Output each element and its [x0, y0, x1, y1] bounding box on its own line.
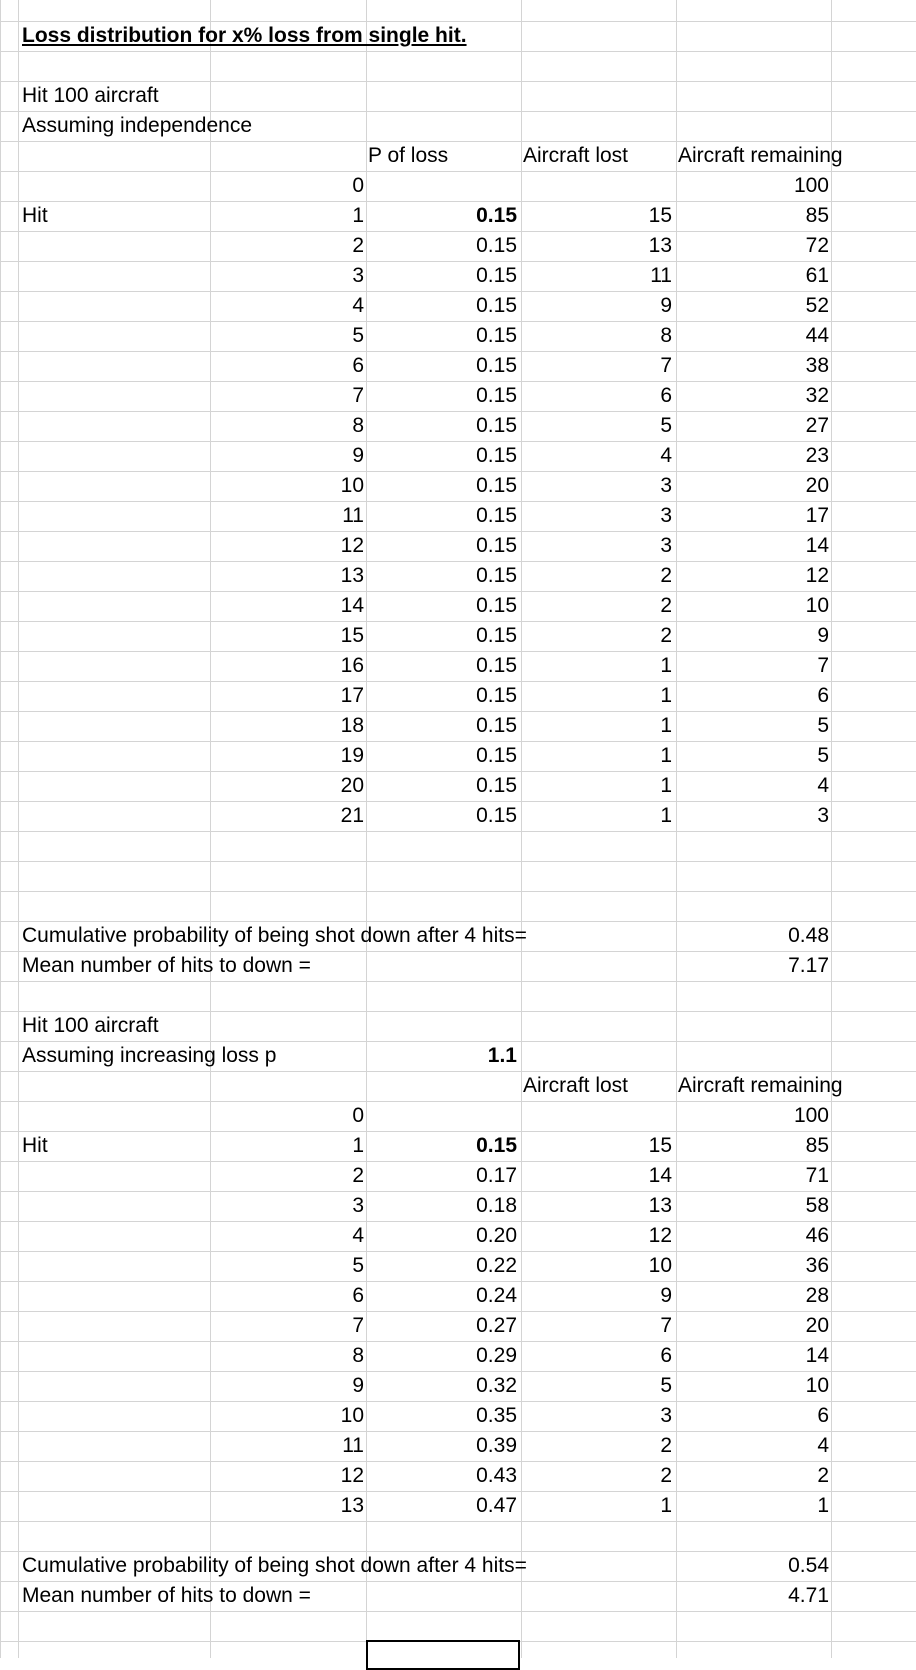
section1-hit-number[interactable]: 8 [352, 414, 364, 437]
s2-cumulative-label[interactable]: Cumulative probability of being shot down after 4 hits= [22, 1554, 527, 1577]
section1-aircraft-remaining[interactable]: 14 [805, 534, 829, 557]
section1-aircraft-lost[interactable]: 2 [660, 594, 672, 617]
section2-p-of-loss[interactable]: 0.15 [476, 1134, 517, 1157]
section1-hit-number[interactable]: 10 [340, 474, 364, 497]
section1-p-of-loss[interactable]: 0.15 [476, 714, 517, 737]
s2-mean-value[interactable]: 4.71 [788, 1584, 829, 1607]
section1-aircraft-lost[interactable]: 8 [660, 324, 672, 347]
section2-aircraft-lost[interactable]: 5 [660, 1374, 672, 1397]
section1-p-of-loss[interactable]: 0.15 [476, 774, 517, 797]
section2-aircraft-lost[interactable]: 2 [660, 1434, 672, 1457]
section1-hit-number[interactable]: 1 [352, 204, 364, 227]
section2-aircraft-lost[interactable]: 10 [648, 1254, 672, 1277]
s1-line1[interactable]: Hit 100 aircraft [22, 84, 159, 107]
s1-row0-n[interactable]: 0 [352, 174, 364, 197]
section1-hit-number[interactable]: 11 [342, 504, 364, 527]
section1-p-of-loss[interactable]: 0.15 [476, 624, 517, 647]
section2-aircraft-remaining[interactable]: 2 [817, 1464, 829, 1487]
s2-row0-n[interactable]: 0 [352, 1104, 364, 1127]
section1-hit-number[interactable]: 12 [340, 534, 364, 557]
section1-aircraft-lost[interactable]: 1 [660, 774, 672, 797]
section1-hit-number[interactable]: 21 [340, 804, 364, 827]
section2-aircraft-remaining[interactable]: 6 [817, 1404, 829, 1427]
section1-p-of-loss[interactable]: 0.15 [476, 534, 517, 557]
section2-hit-number[interactable]: 10 [340, 1404, 364, 1427]
section1-aircraft-remaining[interactable]: 5 [817, 744, 829, 767]
section2-aircraft-remaining[interactable]: 1 [817, 1494, 829, 1517]
section1-p-of-loss[interactable]: 0.15 [476, 744, 517, 767]
section1-p-of-loss[interactable]: 0.15 [476, 384, 517, 407]
section1-aircraft-remaining[interactable]: 20 [805, 474, 829, 497]
section2-aircraft-lost[interactable]: 1 [660, 1494, 672, 1517]
section2-aircraft-lost[interactable]: 3 [660, 1404, 672, 1427]
section2-aircraft-remaining[interactable]: 10 [805, 1374, 829, 1397]
section2-p-of-loss[interactable]: 0.29 [476, 1344, 517, 1367]
section2-aircraft-lost[interactable]: 2 [660, 1464, 672, 1487]
sheet-title[interactable]: Loss distribution for x% loss from single hit. [22, 24, 467, 47]
section2-hit-number[interactable]: 1 [352, 1134, 364, 1157]
section1-p-of-loss[interactable]: 0.15 [476, 804, 517, 827]
section2-p-of-loss[interactable]: 0.22 [476, 1254, 517, 1277]
section2-hit-number[interactable]: 5 [352, 1254, 364, 1277]
section2-p-of-loss[interactable]: 0.27 [476, 1314, 517, 1337]
section1-hit-number[interactable]: 18 [340, 714, 364, 737]
section1-aircraft-remaining[interactable]: 72 [805, 234, 829, 257]
section2-aircraft-remaining[interactable]: 28 [805, 1284, 829, 1307]
section1-aircraft-remaining[interactable]: 85 [805, 204, 829, 227]
section1-p-of-loss[interactable]: 0.15 [476, 594, 517, 617]
section1-p-of-loss[interactable]: 0.15 [476, 504, 517, 527]
section1-aircraft-lost[interactable]: 13 [648, 234, 672, 257]
s1-cumulative-label[interactable]: Cumulative probability of being shot down after 4 hits= [22, 924, 527, 947]
s2-header-aircraft-remaining[interactable]: Aircraft remaining [678, 1074, 843, 1097]
section2-aircraft-lost[interactable]: 15 [648, 1134, 672, 1157]
section1-aircraft-remaining[interactable]: 5 [817, 714, 829, 737]
section1-hit-number[interactable]: 19 [340, 744, 364, 767]
s2-line2[interactable]: Assuming increasing loss p [22, 1044, 277, 1067]
s1-mean-label[interactable]: Mean number of hits to down = [22, 954, 311, 977]
section1-hit-number[interactable]: 17 [340, 684, 364, 707]
section1-p-of-loss[interactable]: 0.15 [476, 684, 517, 707]
section1-hit-number[interactable]: 2 [352, 234, 364, 257]
section2-aircraft-remaining[interactable]: 46 [805, 1224, 829, 1247]
section1-hit-number[interactable]: 9 [352, 444, 364, 467]
section2-hit-number[interactable]: 6 [352, 1284, 364, 1307]
section1-p-of-loss[interactable]: 0.15 [476, 654, 517, 677]
section1-aircraft-lost[interactable]: 15 [648, 204, 672, 227]
section1-hit-number[interactable]: 13 [340, 564, 364, 587]
section1-p-of-loss[interactable]: 0.15 [476, 474, 517, 497]
section1-aircraft-lost[interactable]: 3 [660, 474, 672, 497]
section1-aircraft-lost[interactable]: 4 [660, 444, 672, 467]
section2-aircraft-lost[interactable]: 12 [648, 1224, 672, 1247]
section2-p-of-loss[interactable]: 0.47 [476, 1494, 517, 1517]
section2-aircraft-lost[interactable]: 14 [648, 1164, 672, 1187]
section2-aircraft-lost[interactable]: 9 [660, 1284, 672, 1307]
section1-aircraft-remaining[interactable]: 44 [805, 324, 829, 347]
s2-mean-label[interactable]: Mean number of hits to down = [22, 1584, 311, 1607]
s2-factor[interactable]: 1.1 [487, 1044, 517, 1067]
section1-p-of-loss[interactable]: 0.15 [476, 264, 517, 287]
section1-hit-number[interactable]: 15 [340, 624, 364, 647]
section1-hit-number[interactable]: 7 [352, 384, 364, 407]
section2-p-of-loss[interactable]: 0.18 [476, 1194, 517, 1217]
section2-aircraft-remaining[interactable]: 20 [805, 1314, 829, 1337]
section1-aircraft-lost[interactable]: 11 [650, 264, 672, 287]
section1-aircraft-remaining[interactable]: 52 [805, 294, 829, 317]
section2-hit-number[interactable]: 12 [340, 1464, 364, 1487]
section1-aircraft-remaining[interactable]: 10 [805, 594, 829, 617]
section1-hit-number[interactable]: 20 [340, 774, 364, 797]
s1-header-aircraft-remaining[interactable]: Aircraft remaining [678, 144, 843, 167]
section2-aircraft-lost[interactable]: 13 [648, 1194, 672, 1217]
s2-hit-label[interactable]: Hit [22, 1134, 48, 1157]
section2-p-of-loss[interactable]: 0.43 [476, 1464, 517, 1487]
section1-hit-number[interactable]: 4 [352, 294, 364, 317]
section2-aircraft-lost[interactable]: 7 [660, 1314, 672, 1337]
section2-hit-number[interactable]: 4 [352, 1224, 364, 1247]
section1-aircraft-remaining[interactable]: 17 [805, 504, 829, 527]
section2-hit-number[interactable]: 7 [352, 1314, 364, 1337]
section1-aircraft-lost[interactable]: 3 [660, 504, 672, 527]
selected-cell-outline[interactable] [366, 1640, 520, 1670]
section2-hit-number[interactable]: 3 [352, 1194, 364, 1217]
section1-aircraft-remaining[interactable]: 9 [817, 624, 829, 647]
section2-p-of-loss[interactable]: 0.39 [476, 1434, 517, 1457]
section1-aircraft-lost[interactable]: 7 [660, 354, 672, 377]
s2-line1[interactable]: Hit 100 aircraft [22, 1014, 159, 1037]
section2-hit-number[interactable]: 2 [352, 1164, 364, 1187]
section1-hit-number[interactable]: 14 [340, 594, 364, 617]
s2-row0-remaining[interactable]: 100 [793, 1104, 829, 1127]
section1-hit-number[interactable]: 16 [340, 654, 364, 677]
section1-aircraft-lost[interactable]: 6 [660, 384, 672, 407]
s1-hit-label[interactable]: Hit [22, 204, 48, 227]
section1-p-of-loss[interactable]: 0.15 [476, 354, 517, 377]
section1-aircraft-remaining[interactable]: 4 [817, 774, 829, 797]
section2-aircraft-lost[interactable]: 6 [660, 1344, 672, 1367]
section2-p-of-loss[interactable]: 0.24 [476, 1284, 517, 1307]
section2-hit-number[interactable]: 9 [352, 1374, 364, 1397]
section1-p-of-loss[interactable]: 0.15 [476, 324, 517, 347]
s1-row0-remaining[interactable]: 100 [793, 174, 829, 197]
section2-aircraft-remaining[interactable]: 14 [805, 1344, 829, 1367]
section2-aircraft-remaining[interactable]: 4 [817, 1434, 829, 1457]
s1-line2[interactable]: Assuming independence [22, 114, 252, 137]
section1-aircraft-lost[interactable]: 2 [660, 624, 672, 647]
section1-p-of-loss[interactable]: 0.15 [476, 444, 517, 467]
section2-aircraft-remaining[interactable]: 71 [805, 1164, 829, 1187]
section1-aircraft-lost[interactable]: 5 [660, 414, 672, 437]
section1-aircraft-lost[interactable]: 1 [660, 744, 672, 767]
section1-hit-number[interactable]: 5 [352, 324, 364, 347]
section2-aircraft-remaining[interactable]: 85 [805, 1134, 829, 1157]
s1-mean-value[interactable]: 7.17 [788, 954, 829, 977]
section1-aircraft-lost[interactable]: 1 [660, 804, 672, 827]
section2-aircraft-remaining[interactable]: 58 [805, 1194, 829, 1217]
section1-aircraft-lost[interactable]: 2 [660, 564, 672, 587]
section1-p-of-loss[interactable]: 0.15 [476, 204, 517, 227]
section2-hit-number[interactable]: 13 [340, 1494, 364, 1517]
section1-aircraft-remaining[interactable]: 32 [805, 384, 829, 407]
section1-aircraft-lost[interactable]: 1 [660, 654, 672, 677]
section1-aircraft-lost[interactable]: 1 [660, 714, 672, 737]
s1-cumulative-value[interactable]: 0.48 [788, 924, 829, 947]
section2-p-of-loss[interactable]: 0.35 [476, 1404, 517, 1427]
section1-aircraft-lost[interactable]: 9 [660, 294, 672, 317]
section1-hit-number[interactable]: 3 [352, 264, 364, 287]
section1-aircraft-remaining[interactable]: 61 [805, 264, 829, 287]
section2-hit-number[interactable]: 8 [352, 1344, 364, 1367]
section2-aircraft-remaining[interactable]: 36 [805, 1254, 829, 1277]
section1-hit-number[interactable]: 6 [352, 354, 364, 377]
section1-aircraft-remaining[interactable]: 27 [805, 414, 829, 437]
s1-header-p-of-loss[interactable]: P of loss [368, 144, 449, 167]
s1-header-aircraft-lost[interactable]: Aircraft lost [523, 144, 629, 167]
section2-p-of-loss[interactable]: 0.20 [476, 1224, 517, 1247]
section1-p-of-loss[interactable]: 0.15 [476, 294, 517, 317]
s2-header-aircraft-lost[interactable]: Aircraft lost [523, 1074, 629, 1097]
section2-hit-number[interactable]: 11 [342, 1434, 364, 1457]
section2-p-of-loss[interactable]: 0.17 [476, 1164, 517, 1187]
section1-p-of-loss[interactable]: 0.15 [476, 234, 517, 257]
section1-aircraft-remaining[interactable]: 12 [805, 564, 829, 587]
section1-p-of-loss[interactable]: 0.15 [476, 564, 517, 587]
section1-p-of-loss[interactable]: 0.15 [476, 414, 517, 437]
section1-aircraft-lost[interactable]: 1 [660, 684, 672, 707]
section1-aircraft-lost[interactable]: 3 [660, 534, 672, 557]
section1-aircraft-remaining[interactable]: 3 [817, 804, 829, 827]
section1-aircraft-remaining[interactable]: 38 [805, 354, 829, 377]
s2-cumulative-value[interactable]: 0.54 [788, 1554, 829, 1577]
section2-p-of-loss[interactable]: 0.32 [476, 1374, 517, 1397]
section1-aircraft-remaining[interactable]: 23 [805, 444, 829, 467]
section1-aircraft-remaining[interactable]: 6 [817, 684, 829, 707]
section1-aircraft-remaining[interactable]: 7 [817, 654, 829, 677]
